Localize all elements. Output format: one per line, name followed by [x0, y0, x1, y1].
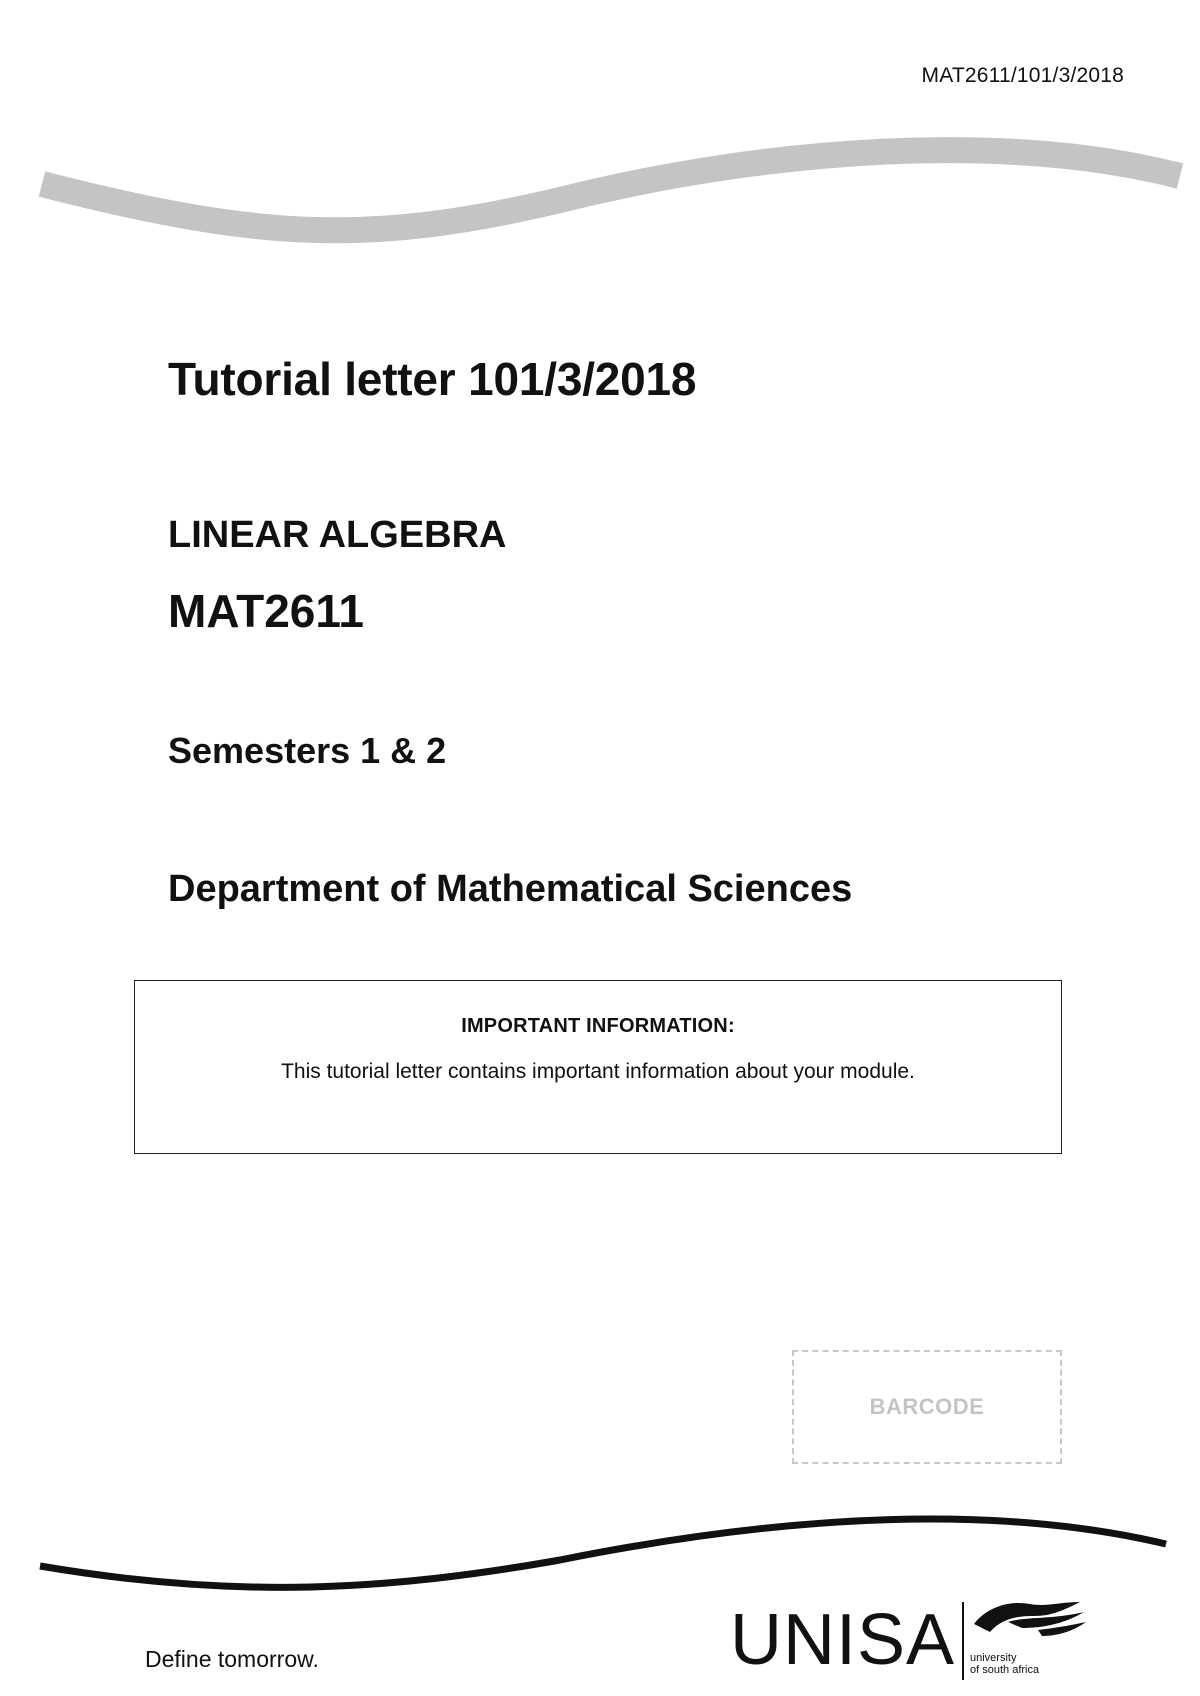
course-name: LINEAR ALGEBRA [168, 514, 507, 556]
important-information-heading: IMPORTANT INFORMATION: [461, 1015, 735, 1037]
barcode-label: BARCODE [869, 1394, 985, 1419]
barcode-placeholder [792, 1350, 1062, 1464]
unisa-logo [730, 1598, 1090, 1682]
logo-bird-icon [968, 1598, 1088, 1648]
logo-subtitle-line2: of south africa [970, 1664, 1040, 1676]
course-code: MAT2611 [168, 585, 365, 637]
top-swoosh [0, 120, 1200, 260]
logo-wordmark: UNISA [730, 1600, 956, 1680]
important-information-text: This tutorial letter contains important information about your module. [281, 1060, 915, 1083]
bottom-swoosh [0, 1490, 1200, 1600]
tagline: Define tomorrow. [145, 1646, 319, 1672]
semesters-label: Semesters 1 & 2 [168, 730, 447, 771]
logo-subtitle-line1: university [970, 1652, 1017, 1664]
document-reference: MAT2611/101/3/2018 [921, 64, 1124, 87]
tutorial-letter-title: Tutorial letter 101/3/2018 [168, 353, 697, 405]
logo-divider [962, 1602, 964, 1680]
department-name: Department of Mathematical Sciences [168, 868, 853, 910]
logo-subtitle [970, 1652, 1039, 1676]
important-information-box [134, 980, 1062, 1154]
